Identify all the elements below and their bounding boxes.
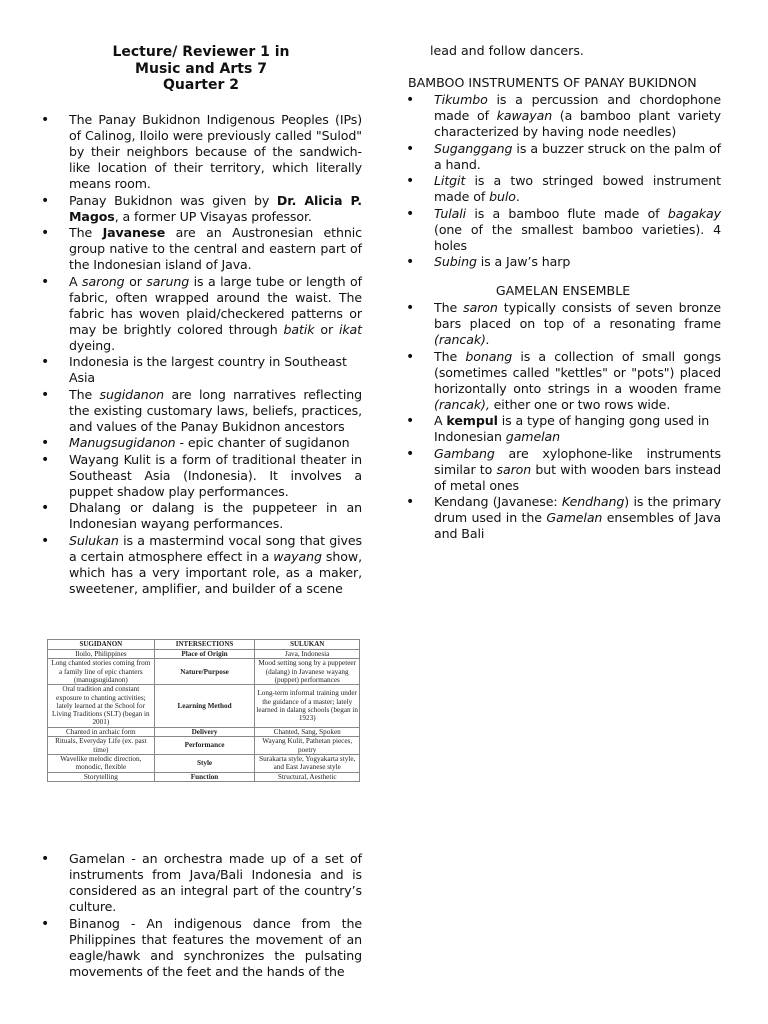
bamboo-list	[405, 92, 721, 271]
list-item-wayang-kulit: • Wayang Kulit is a form of traditional theater in Southeast Asia (Indonesia). It involves a puppet shadow play performances.	[40, 452, 362, 500]
section-title-bamboo: BAMBOO INSTRUMENTS OF PANAY BUKIDNON	[408, 75, 697, 90]
table-cell: Oral tradition and constant exposure to chanting activities; lately learned at the School for Living Traditions (SLT) (began in 2001)	[48, 685, 155, 727]
table-cell: Learning Method	[154, 685, 255, 727]
list-item-named: • Panay Bukidnon was given by Dr. Alicia P. Magos, a former UP Visayas professor.	[40, 193, 362, 225]
table-row	[48, 649, 360, 659]
title-line-1: Lecture/ Reviewer 1 in	[112, 44, 290, 60]
table-cell: Surakarta style, Yogyakarta style, and East Javanese style	[255, 754, 360, 772]
list-item-javanese: • The Javanese are an Austronesian ethnic group native to the central and eastern part of the Indonesian island of Java.	[40, 225, 362, 273]
list-item-dhalang: • Dhalang or dalang is the puppeteer in an Indonesian wayang performances.	[40, 500, 362, 532]
list-item-suganggang: • Suganggang is a buzzer struck on the palm of a hand.	[405, 141, 721, 173]
list-item-gambang: • Gambang are xylophone-like instruments similar to saron but with wooden bars instead of metal ones	[405, 446, 721, 494]
list-item-manugsugidanon: • Manugsugidanon - epic chanter of sugidanon	[40, 435, 362, 451]
list-item-bonang: • The bonang is a collection of small gongs (sometimes called "kettles" or "pots") placed horizontally onto strings in a wooden frame (rancak), either one or two rows wide.	[405, 349, 721, 413]
table-cell: Iloilo, Philippines	[48, 649, 155, 659]
left-bullet-list-top	[40, 112, 362, 597]
continued-text: lead and follow dancers.	[430, 43, 584, 58]
table-row	[48, 754, 360, 772]
document-title	[40, 44, 362, 94]
table-cell: Place of Origin	[154, 649, 255, 659]
table-row	[48, 685, 360, 727]
table-cell: Performance	[154, 737, 255, 755]
list-item-tikumbo: • Tikumbo is a percussion and chordophone made of kawayan (a bamboo plant variety characterized by having node needles)	[405, 92, 721, 140]
table-cell: Wavelike melodic direction, monodic, flexible	[48, 754, 155, 772]
list-item-kempul: • A kempul is a type of hanging gong used in Indonesian gamelan	[405, 413, 721, 445]
table-header-row	[48, 640, 360, 650]
table-header-cell: SULUKAN	[255, 640, 360, 650]
list-item-kendang: • Kendang (Javanese: Kendhang) is the primary drum used in the Gamelan ensembles of Java and Bali	[405, 494, 721, 542]
table-cell: Chanted, Sang, Spoken	[255, 727, 360, 737]
list-item-litgit: • Litgit is a two stringed bowed instrument made of bulo.	[405, 173, 721, 205]
table-row	[48, 772, 360, 782]
table-cell: Wayang Kulit, Pathetan pieces, poetry	[255, 737, 360, 755]
table-cell: Function	[154, 772, 255, 782]
list-item-indonesia: • Indonesia is the largest country in Southeast Asia	[40, 354, 362, 386]
list-item-saron: • The saron typically consists of seven bronze bars placed on top of a resonating frame (rancak).	[405, 300, 721, 348]
list-item-binanog: • Binanog - An indigenous dance from the Philippines that features the movement of an eagle/hawk and synchronizes the pulsating movements of the feet and the hands of the	[40, 916, 362, 980]
section-title-gamelan: GAMELAN ENSEMBLE	[495, 283, 631, 298]
list-item-sulukan: • Sulukan is a mastermind vocal song that gives a certain atmosphere effect in a wayang show, which has a very important role, as a maker, sweetener, amplifier, and builder of a scene	[40, 533, 362, 597]
table-cell: Rituals, Everyday Life (ex. past time)	[48, 737, 155, 755]
table-cell: Delivery	[154, 727, 255, 737]
list-item-sugidanon: • The sugidanon are long narratives reflecting the existing customary laws, beliefs, practices, and values of the Panay Bukidnon ancestors	[40, 387, 362, 435]
table-header-cell: INTERSECTIONS	[154, 640, 255, 650]
table-header-cell: SUGIDANON	[48, 640, 155, 650]
gamelan-list	[405, 300, 721, 543]
title-line-3: Quarter 2	[163, 77, 239, 93]
list-item-tulali: • Tulali is a bamboo flute made of bagakay (one of the smallest bamboo varieties). 4 holes	[405, 206, 721, 254]
table-cell: Storytelling	[48, 772, 155, 782]
table-cell: Style	[154, 754, 255, 772]
list-item-sarong: • A sarong or sarung is a large tube or length of fabric, often wrapped around the waist. The fabric has woven plaid/checkered patterns or may be brightly colored through batik or ikat dyeing.	[40, 274, 362, 354]
table-row	[48, 737, 360, 755]
comparison-table	[47, 639, 360, 782]
table-row	[48, 727, 360, 737]
list-item-gamelan: • Gamelan - an orchestra made up of a set of instruments from Java/Bali Indonesia and is considered as an integral part of the country’s culture.	[40, 851, 362, 915]
list-item-subing: • Subing is a Jaw’s harp	[405, 254, 721, 270]
table-row	[48, 659, 360, 685]
table-cell: Java, Indonesia	[255, 649, 360, 659]
title-line-2: Music and Arts 7	[135, 60, 267, 77]
list-item-panay: • The Panay Bukidnon Indigenous Peoples (IPs) of Calinog, Iloilo were previously called "Sulod" by their neighbors because of the sandwich-like location of their territory, which literally means room.	[40, 112, 362, 192]
table-cell: Structural, Aesthetic	[255, 772, 360, 782]
table-cell: Long chanted stories coming from a family line of epic chanters (manugsugidanon)	[48, 659, 155, 685]
table-cell: Mood setting song by a puppeteer (dalang) in Javanese wayang (puppet) performances	[255, 659, 360, 685]
left-bullet-list-bottom	[40, 851, 362, 980]
table-cell: Nature/Purpose	[154, 659, 255, 685]
table-cell: Chanted in archaic form	[48, 727, 155, 737]
table-cell: Long-term informal training under the guidance of a master; lately learned in dalang schools (began in 1923)	[255, 685, 360, 727]
